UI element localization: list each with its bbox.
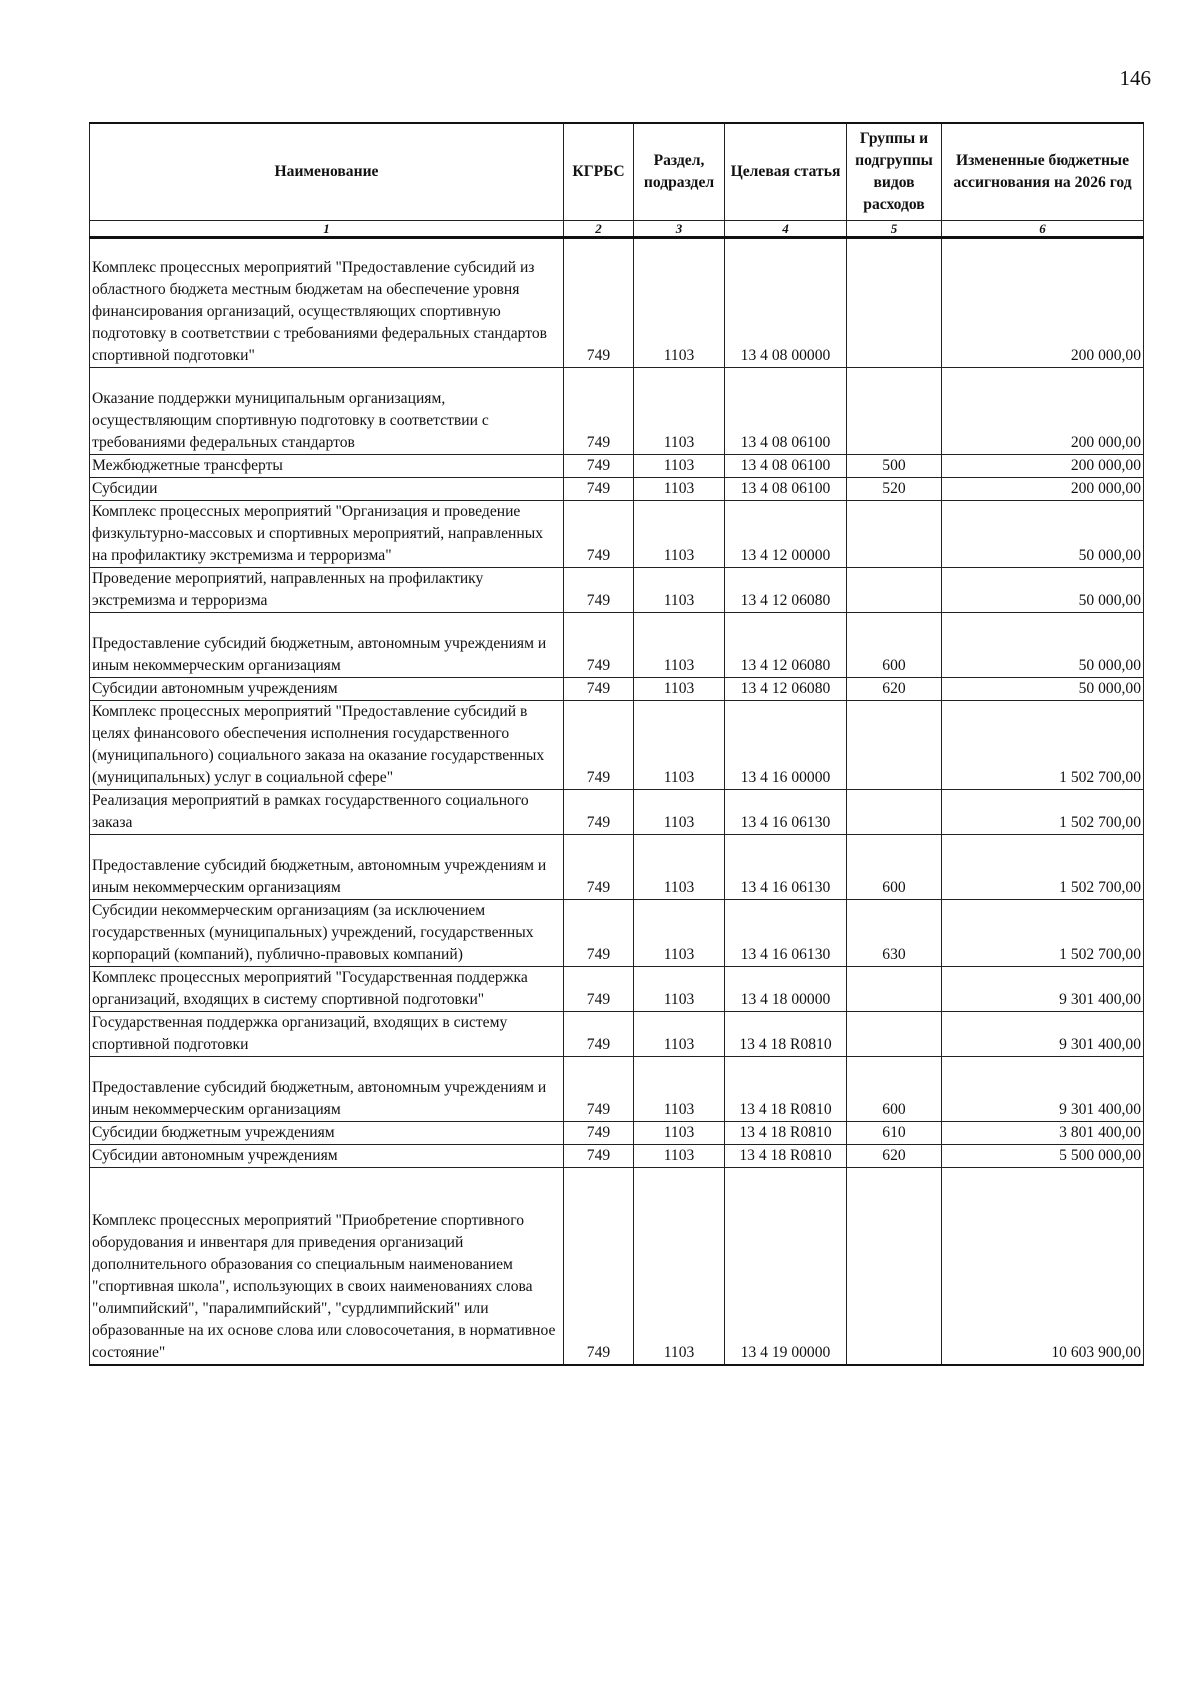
row-amount: 9 301 400,00 xyxy=(942,967,1144,1012)
row-amount: 50 000,00 xyxy=(942,678,1144,701)
spacer-cell xyxy=(725,613,847,634)
row-name: Предоставление субсидий бюджетным, автономным учреждениям и иным некоммерческим организациям xyxy=(90,1077,564,1122)
row-amount: 50 000,00 xyxy=(942,568,1144,613)
row-group: 600 xyxy=(847,855,942,900)
row-kgrbs: 749 xyxy=(564,790,634,835)
table-row xyxy=(90,790,1144,835)
row-name: Комплекс процессных мероприятий "Приобретение спортивного оборудования и инвентаря для приведения организаций дополнительного образования со специальным наименованием "спортивная школа", использующих в своих наименованиях слова "олимпийский", "паралимпийский", "сурдлимпийский" или образованные на их основе слова или словосочетания, в нормативное состояние" xyxy=(90,1210,564,1365)
spacer-cell xyxy=(847,238,942,258)
row-amount: 200 000,00 xyxy=(942,478,1144,501)
row-section: 1103 xyxy=(634,701,725,790)
row-group: 600 xyxy=(847,1077,942,1122)
spacer-row xyxy=(90,835,1144,856)
spacer-cell xyxy=(847,1168,942,1211)
spacer-row xyxy=(90,613,1144,634)
header-amount: Измененные бюджетные ассигнования на 2026 год xyxy=(942,123,1144,221)
spacer-cell xyxy=(725,1057,847,1078)
row-kgrbs: 749 xyxy=(564,1122,634,1145)
row-kgrbs: 749 xyxy=(564,455,634,478)
row-amount: 1 502 700,00 xyxy=(942,900,1144,967)
row-kgrbs: 749 xyxy=(564,388,634,455)
table-row xyxy=(90,478,1144,501)
budget-table xyxy=(89,122,1144,1366)
header-groups: Группы и подгруппы видов расходов xyxy=(847,123,942,221)
row-amount: 200 000,00 xyxy=(942,455,1144,478)
row-kgrbs: 749 xyxy=(564,678,634,701)
table-row xyxy=(90,1077,1144,1122)
row-group: 520 xyxy=(847,478,942,501)
row-group xyxy=(847,701,942,790)
row-group: 620 xyxy=(847,1145,942,1168)
spacer-cell xyxy=(564,835,634,856)
row-section: 1103 xyxy=(634,1122,725,1145)
row-amount: 3 801 400,00 xyxy=(942,1122,1144,1145)
row-name: Оказание поддержки муниципальным организациям, осуществляющим спортивную подготовку в соответствии с требованиями федеральных стандартов xyxy=(90,388,564,455)
row-section: 1103 xyxy=(634,501,725,568)
row-amount: 1 502 700,00 xyxy=(942,855,1144,900)
spacer-cell xyxy=(90,368,564,389)
row-kgrbs: 749 xyxy=(564,1210,634,1365)
column-number: 2 xyxy=(564,221,634,238)
header-name: Наименование xyxy=(90,123,564,221)
row-section: 1103 xyxy=(634,900,725,967)
row-target: 13 4 08 06100 xyxy=(725,478,847,501)
row-target: 13 4 12 06080 xyxy=(725,633,847,678)
column-number: 4 xyxy=(725,221,847,238)
spacer-cell xyxy=(942,368,1144,389)
table-row xyxy=(90,1012,1144,1057)
table-row xyxy=(90,855,1144,900)
row-target: 13 4 16 06130 xyxy=(725,855,847,900)
table-row xyxy=(90,257,1144,368)
spacer-row xyxy=(90,238,1144,258)
spacer-cell xyxy=(634,835,725,856)
table-row xyxy=(90,568,1144,613)
spacer-cell xyxy=(634,1168,725,1211)
column-number: 1 xyxy=(90,221,564,238)
row-target: 13 4 08 00000 xyxy=(725,257,847,368)
spacer-row xyxy=(90,1168,1144,1211)
row-name: Реализация мероприятий в рамках государственного социального заказа xyxy=(90,790,564,835)
row-target: 13 4 16 00000 xyxy=(725,701,847,790)
table-row xyxy=(90,678,1144,701)
spacer-cell xyxy=(90,835,564,856)
row-group: 630 xyxy=(847,900,942,967)
row-target: 13 4 12 06080 xyxy=(725,568,847,613)
spacer-cell xyxy=(634,238,725,258)
spacer-cell xyxy=(90,613,564,634)
row-kgrbs: 749 xyxy=(564,501,634,568)
row-amount: 50 000,00 xyxy=(942,501,1144,568)
header-section: Раздел, подраздел xyxy=(634,123,725,221)
column-number: 6 xyxy=(942,221,1144,238)
row-kgrbs: 749 xyxy=(564,633,634,678)
header-target: Целевая статья xyxy=(725,123,847,221)
row-section: 1103 xyxy=(634,1077,725,1122)
spacer-cell xyxy=(942,1168,1144,1211)
spacer-cell xyxy=(90,1057,564,1078)
spacer-cell xyxy=(634,613,725,634)
row-group xyxy=(847,1012,942,1057)
row-group: 620 xyxy=(847,678,942,701)
page-number: 146 xyxy=(1119,66,1151,90)
row-section: 1103 xyxy=(634,967,725,1012)
row-kgrbs: 749 xyxy=(564,568,634,613)
row-amount: 5 500 000,00 xyxy=(942,1145,1144,1168)
spacer-cell xyxy=(847,1057,942,1078)
row-name: Предоставление субсидий бюджетным, автономным учреждениям и иным некоммерческим организациям xyxy=(90,855,564,900)
row-target: 13 4 12 06080 xyxy=(725,678,847,701)
row-target: 13 4 16 06130 xyxy=(725,790,847,835)
table-header xyxy=(90,123,1144,238)
column-number: 3 xyxy=(634,221,725,238)
row-group xyxy=(847,967,942,1012)
row-group: 610 xyxy=(847,1122,942,1145)
spacer-row xyxy=(90,1057,1144,1078)
row-group xyxy=(847,1210,942,1365)
row-name: Субсидии xyxy=(90,478,564,501)
row-target: 13 4 18 R0810 xyxy=(725,1145,847,1168)
row-kgrbs: 749 xyxy=(564,478,634,501)
row-target: 13 4 19 00000 xyxy=(725,1210,847,1365)
row-target: 13 4 18 R0810 xyxy=(725,1077,847,1122)
table-row xyxy=(90,1210,1144,1365)
row-amount: 200 000,00 xyxy=(942,388,1144,455)
row-name: Субсидии автономным учреждениям xyxy=(90,678,564,701)
row-amount: 200 000,00 xyxy=(942,257,1144,368)
row-section: 1103 xyxy=(634,257,725,368)
table-row xyxy=(90,1122,1144,1145)
row-section: 1103 xyxy=(634,790,725,835)
row-amount: 10 603 900,00 xyxy=(942,1210,1144,1365)
row-kgrbs: 749 xyxy=(564,900,634,967)
row-group xyxy=(847,501,942,568)
row-kgrbs: 749 xyxy=(564,855,634,900)
spacer-cell xyxy=(564,1057,634,1078)
spacer-cell xyxy=(90,1168,564,1211)
spacer-cell xyxy=(942,238,1144,258)
column-number: 5 xyxy=(847,221,942,238)
row-section: 1103 xyxy=(634,1210,725,1365)
table-row xyxy=(90,1145,1144,1168)
row-group xyxy=(847,568,942,613)
row-section: 1103 xyxy=(634,455,725,478)
row-name: Субсидии некоммерческим организациям (за исключением государственных (муниципальных) учреждений, государственных корпораций (компаний), публично-правовых компаний) xyxy=(90,900,564,967)
spacer-cell xyxy=(564,613,634,634)
spacer-cell xyxy=(634,1057,725,1078)
row-name: Комплекс процессных мероприятий "Организация и проведение физкультурно-массовых и спортивных мероприятий, направленных на профилактику экстремизма и терроризма" xyxy=(90,501,564,568)
row-name: Субсидии автономным учреждениям xyxy=(90,1145,564,1168)
table-row xyxy=(90,967,1144,1012)
row-kgrbs: 749 xyxy=(564,1077,634,1122)
row-name: Государственная поддержка организаций, входящих в систему спортивной подготовки xyxy=(90,1012,564,1057)
row-target: 13 4 08 06100 xyxy=(725,388,847,455)
row-kgrbs: 749 xyxy=(564,967,634,1012)
row-amount: 1 502 700,00 xyxy=(942,701,1144,790)
row-section: 1103 xyxy=(634,568,725,613)
table-row xyxy=(90,455,1144,478)
row-name: Субсидии бюджетным учреждениям xyxy=(90,1122,564,1145)
spacer-cell xyxy=(725,1168,847,1211)
spacer-row xyxy=(90,368,1144,389)
spacer-cell xyxy=(847,368,942,389)
row-group: 500 xyxy=(847,455,942,478)
row-target: 13 4 12 00000 xyxy=(725,501,847,568)
row-target: 13 4 18 R0810 xyxy=(725,1012,847,1057)
row-group xyxy=(847,388,942,455)
row-section: 1103 xyxy=(634,478,725,501)
spacer-cell xyxy=(942,1057,1144,1078)
header-kgrbs: КГРБС xyxy=(564,123,634,221)
row-target: 13 4 08 06100 xyxy=(725,455,847,478)
spacer-cell xyxy=(725,368,847,389)
row-group: 600 xyxy=(847,633,942,678)
row-section: 1103 xyxy=(634,633,725,678)
row-name: Комплекс процессных мероприятий "Государственная поддержка организаций, входящих в систему спортивной подготовки" xyxy=(90,967,564,1012)
row-amount: 9 301 400,00 xyxy=(942,1077,1144,1122)
row-target: 13 4 18 R0810 xyxy=(725,1122,847,1145)
row-section: 1103 xyxy=(634,1012,725,1057)
spacer-cell xyxy=(564,1168,634,1211)
spacer-cell xyxy=(942,835,1144,856)
row-name: Межбюджетные трансферты xyxy=(90,455,564,478)
table-row xyxy=(90,388,1144,455)
row-amount: 9 301 400,00 xyxy=(942,1012,1144,1057)
table-row xyxy=(90,900,1144,967)
spacer-cell xyxy=(942,613,1144,634)
spacer-cell xyxy=(847,835,942,856)
row-kgrbs: 749 xyxy=(564,1145,634,1168)
row-section: 1103 xyxy=(634,388,725,455)
table-row xyxy=(90,633,1144,678)
row-section: 1103 xyxy=(634,855,725,900)
spacer-cell xyxy=(90,238,564,258)
row-kgrbs: 749 xyxy=(564,257,634,368)
row-name: Комплекс процессных мероприятий "Предоставление субсидий в целях финансового обеспечения исполнения государственного (муниципального) социального заказа на оказание государственных (муниципальных) услуг в социальной сфере" xyxy=(90,701,564,790)
table-body xyxy=(90,238,1144,1366)
spacer-cell xyxy=(847,613,942,634)
row-section: 1103 xyxy=(634,1145,725,1168)
table-row xyxy=(90,701,1144,790)
row-target: 13 4 18 00000 xyxy=(725,967,847,1012)
row-name: Проведение мероприятий, направленных на профилактику экстремизма и терроризма xyxy=(90,568,564,613)
row-name: Предоставление субсидий бюджетным, автономным учреждениям и иным некоммерческим организациям xyxy=(90,633,564,678)
row-name: Комплекс процессных мероприятий "Предоставление субсидий из областного бюджета местным бюджетам на обеспечение уровня финансирования организаций, осуществляющих спортивную подготовку в соответствии с требованиями федеральных стандартов спортивной подготовки" xyxy=(90,257,564,368)
row-group xyxy=(847,257,942,368)
spacer-cell xyxy=(634,368,725,389)
spacer-cell xyxy=(725,238,847,258)
table-row xyxy=(90,501,1144,568)
row-target: 13 4 16 06130 xyxy=(725,900,847,967)
row-kgrbs: 749 xyxy=(564,701,634,790)
row-section: 1103 xyxy=(634,678,725,701)
spacer-cell xyxy=(564,368,634,389)
spacer-cell xyxy=(725,835,847,856)
row-group xyxy=(847,790,942,835)
spacer-cell xyxy=(564,238,634,258)
row-amount: 50 000,00 xyxy=(942,633,1144,678)
row-amount: 1 502 700,00 xyxy=(942,790,1144,835)
row-kgrbs: 749 xyxy=(564,1012,634,1057)
